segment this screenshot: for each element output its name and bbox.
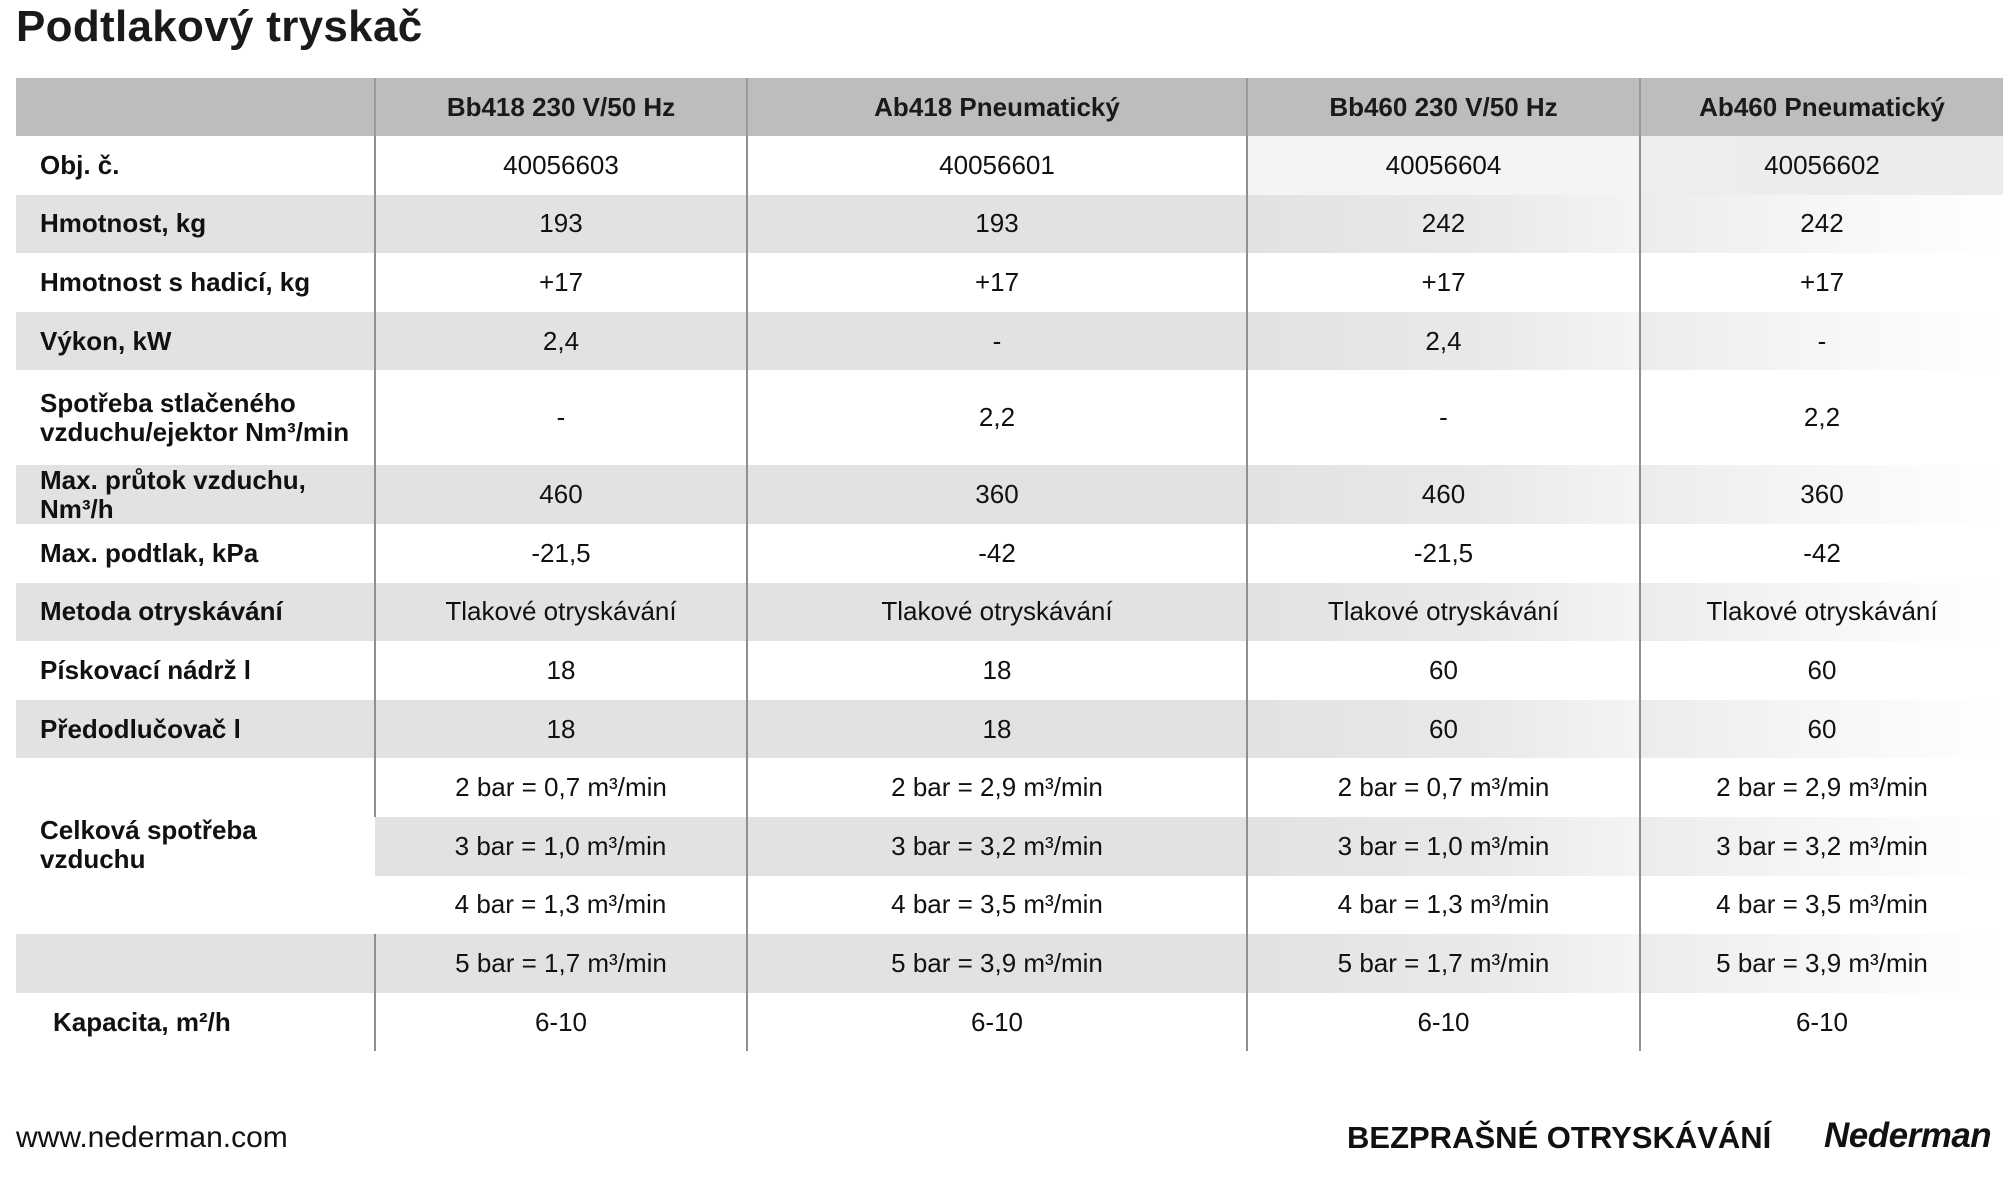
table-cell: 40056601 [747,136,1247,195]
table-cell: 242 [1640,195,2003,254]
table-header-row [16,78,2003,136]
row-label: Kapacita, m²/h [16,993,375,1052]
row-label-line: Celková spotřeba [40,815,257,846]
table-cell: 5 bar = 1,7 m³/min [1247,934,1640,993]
table-row [16,253,2003,312]
table-cell: - [1640,312,2003,371]
table-cell: 40056603 [375,136,747,195]
table-cell: 18 [375,641,747,700]
row-label: Max. podtlak, kPa [16,524,375,583]
table-cell: - [1247,370,1640,465]
row-label [16,758,375,934]
table-cell: 6-10 [375,993,747,1052]
footer-tagline: BEZPRAŠNÉ OTRYSKÁVÁNÍ [1347,1120,1772,1155]
row-label: Výkon, kW [16,312,375,371]
row-label: Hmotnost s hadicí, kg [16,253,375,312]
table-cell: - [747,312,1247,371]
table-cell: +17 [1247,253,1640,312]
table-cell: -21,5 [375,524,747,583]
row-label-line: vzduchu/ejektor Nm³/min [40,416,350,447]
table-row [16,524,2003,583]
header-cell-bb418: Bb418 230 V/50 Hz [375,78,747,136]
table-cell: 3 bar = 3,2 m³/min [747,817,1247,876]
row-label-line: Spotřeba stlačeného [40,387,296,418]
header-cell-ab460: Ab460 Pneumatický [1640,78,2003,136]
table-row [16,934,2003,993]
table-row [16,641,2003,700]
row-label: Metoda otryskávání [16,583,375,642]
footer-url[interactable]: www.nederman.com [16,1121,288,1154]
table-cell: 460 [375,465,747,524]
table-cell: 2 bar = 2,9 m³/min [747,758,1247,817]
table-cell: 4 bar = 3,5 m³/min [747,876,1247,935]
table-cell: 40056604 [1247,136,1640,195]
table-cell: 360 [1640,465,2003,524]
brand-logo: Nederman [1824,1116,1992,1155]
table-cell: - [375,370,747,465]
table-cell: 18 [747,700,1247,759]
table-cell: 193 [375,195,747,254]
page-title: Podtlakový tryskač [16,2,423,51]
table-cell: +17 [1640,253,2003,312]
table-row [16,136,2003,195]
table-cell: 60 [1640,641,2003,700]
table-cell: 3 bar = 3,2 m³/min [1640,817,2003,876]
table-row [16,993,2003,1052]
table-cell: 6-10 [1640,993,2003,1052]
table-cell: -21,5 [1247,524,1640,583]
table-cell: 18 [375,700,747,759]
table-row [16,583,2003,642]
table-row [16,758,2003,817]
table-cell: 2 bar = 0,7 m³/min [1247,758,1640,817]
header-cell-ab418: Ab418 Pneumatický [747,78,1247,136]
table-cell: -42 [1640,524,2003,583]
table-cell-empty [16,934,375,993]
table-cell: 5 bar = 1,7 m³/min [375,934,747,993]
table-cell: 60 [1247,700,1640,759]
table-cell: 4 bar = 1,3 m³/min [375,876,747,935]
table-cell: 460 [1247,465,1640,524]
row-label: Pískovací nádrž l [16,641,375,700]
table-cell: 2,2 [1640,370,2003,465]
row-label-line: Nm³/h [40,493,114,524]
table-row [16,700,2003,759]
table-cell: 40056602 [1640,136,2003,195]
table-cell: 6-10 [747,993,1247,1052]
row-label [16,465,375,524]
table-cell: Tlakové otryskávání [747,583,1247,642]
table-cell: Tlakové otryskávání [1247,583,1640,642]
table-cell: 3 bar = 1,0 m³/min [1247,817,1640,876]
table-cell: 3 bar = 1,0 m³/min [375,817,747,876]
spec-table [16,78,2003,1051]
table-cell: 5 bar = 3,9 m³/min [747,934,1247,993]
table-cell: 5 bar = 3,9 m³/min [1640,934,2003,993]
table-cell: 6-10 [1247,993,1640,1052]
table-cell: 2,4 [375,312,747,371]
table-cell: 18 [747,641,1247,700]
table-cell: 2,4 [1247,312,1640,371]
row-label-line: vzduchu [40,844,146,875]
row-label: Předodlučovač l [16,700,375,759]
table-cell: 2 bar = 2,9 m³/min [1640,758,2003,817]
header-cell-bb460: Bb460 230 V/50 Hz [1247,78,1640,136]
table-cell: 60 [1247,641,1640,700]
table-cell: 2 bar = 0,7 m³/min [375,758,747,817]
row-label [16,370,375,465]
table-cell: 4 bar = 3,5 m³/min [1640,876,2003,935]
table-cell: 360 [747,465,1247,524]
header-cell-empty [16,78,375,136]
table-cell: -42 [747,524,1247,583]
table-cell: 193 [747,195,1247,254]
table-cell: Tlakové otryskávání [375,583,747,642]
table-cell: +17 [375,253,747,312]
table-row [16,465,2003,524]
table-row [16,195,2003,254]
table-cell: 242 [1247,195,1640,254]
table-cell: Tlakové otryskávání [1640,583,2003,642]
table-row [16,370,2003,465]
table-row [16,312,2003,371]
table-cell: 4 bar = 1,3 m³/min [1247,876,1640,935]
table-cell: 60 [1640,700,2003,759]
table-cell: +17 [747,253,1247,312]
row-label: Obj. č. [16,136,375,195]
row-label-line: Max. průtok vzduchu, [40,464,306,495]
table-cell: 2,2 [747,370,1247,465]
row-label: Hmotnost, kg [16,195,375,254]
